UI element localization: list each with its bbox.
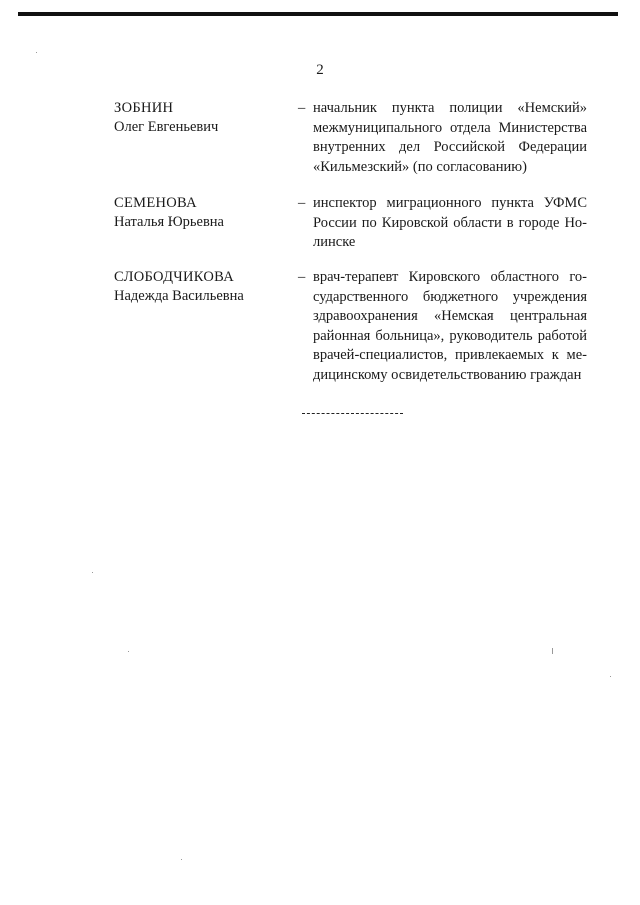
role-line: районная больница», руководитель работой — [313, 327, 587, 344]
member-given-names: Надежда Васильевна — [114, 288, 244, 304]
role-line: начальник пункта полиции «Немский» — [313, 100, 587, 116]
role-line: внутренних дел Российской Федерации — [313, 139, 587, 155]
entry-dash: – — [298, 100, 306, 116]
entry-dash: – — [298, 195, 306, 211]
scan-speck — [128, 651, 129, 652]
scan-speck — [92, 572, 93, 573]
page-number: 2 — [316, 62, 324, 78]
role-line: здравоохранения «Немская центральная — [313, 308, 587, 324]
scan-speck — [552, 648, 553, 654]
member-given-names: Наталья Юрьевна — [114, 214, 224, 230]
member-surname: ЗОБНИН — [114, 100, 174, 116]
role-line: линске — [313, 234, 356, 250]
role-line: врач-терапевт Кировского областного го- — [313, 269, 587, 285]
scan-speck — [610, 676, 611, 677]
role-line: дицинскому освидетельствованию граждан — [313, 366, 582, 383]
role-line: России по Кировской области в городе Но- — [313, 214, 587, 231]
role-line: «Кильмезский» (по согласованию) — [313, 158, 527, 175]
scan-speck — [181, 859, 182, 860]
member-surname: СЕМЕНОВА — [114, 195, 197, 211]
role-line: инспектор миграционного пункта УФМС — [313, 195, 587, 211]
top-border-rule — [18, 12, 618, 16]
role-line: врачей-специалистов, привлекаемых к ме- — [313, 347, 587, 363]
member-role — [313, 99, 587, 177]
member-role — [313, 268, 587, 385]
member-surname: СЛОБОДЧИКОВА — [114, 269, 234, 285]
role-line: межмуниципального отдела Министерства — [313, 119, 587, 136]
end-of-list-rule — [302, 413, 403, 414]
role-line: сударственного бюджетного учреждения — [313, 288, 587, 305]
entry-dash: – — [298, 269, 306, 285]
scan-speck — [36, 52, 37, 53]
member-role — [313, 194, 587, 253]
member-given-names: Олег Евгеньевич — [114, 119, 219, 135]
